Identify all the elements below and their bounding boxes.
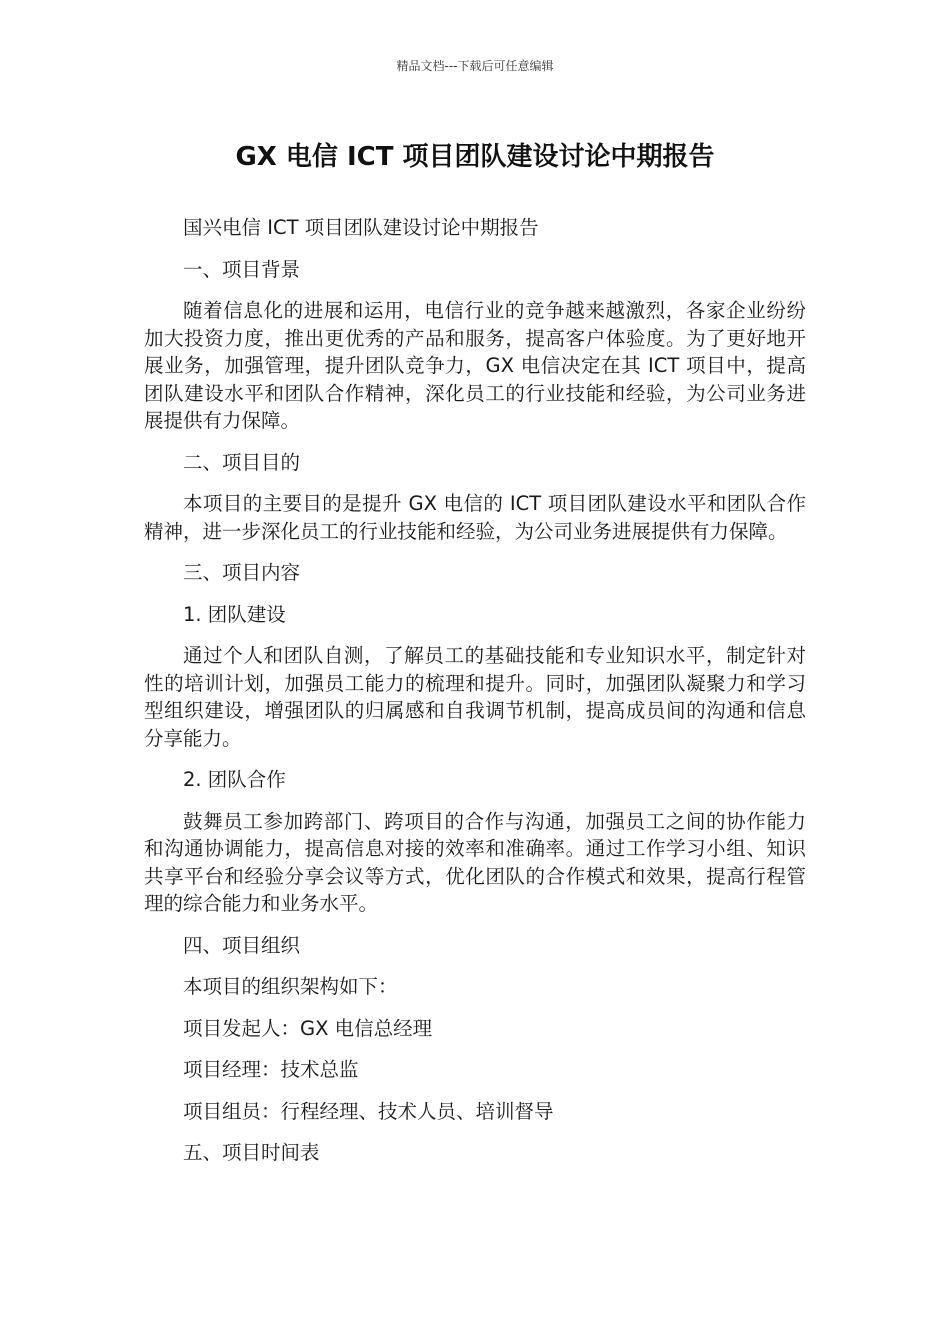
organization-manager: 项目经理：技术总监 [183,1058,359,1081]
document-body [144,214,806,1181]
subheading-team-cooperation: 2. 团队合作 [183,768,286,791]
paragraph-team-cooperation: 鼓舞员工参加跨部门、跨项目的合作与沟通，加强员工之间的协作能力和沟通协调能力，提高信息对接的效率和准确率。通过工作学习小组、知识共享平台和经验分享会议等方式，优化团队的合作模式和效果，提高行程管理的综合能力和业务水平。 [144,809,806,915]
header-note: 精品文档---下载后可任意编辑 [396,59,554,73]
subheading-team-building: 1. 团队建设 [183,602,286,626]
section-heading-organization: 四、项目组织 [183,933,301,957]
paragraph-team-building: 通过个人和团队自测，了解员工的基础技能和专业知识水平，制定针对性的培训计划，加强员工能力的梳理和提升。同时，加强团队凝聚力和学习型组织建设，增强团队的归属感和自我调节机制，提高成员间的沟通和信息分享能力。 [144,644,806,750]
section-heading-content: 三、项目内容 [183,561,301,584]
paragraph-purpose: 本项目的主要目的是提升 GX 电信的 ICT 项目团队建设水平和团队合作精神，进一步深化员工的行业技能和经验，为公司业务进展提供有力保障。 [144,492,806,543]
document-title: GX 电信 ICT 项目团队建设讨论中期报告 [235,142,715,172]
paragraph-background: 随着信息化的进展和运用，电信行业的竞争越来越激烈，各家企业纷纷加大投资力度，推出更优秀的产品和服务，提高客户体验度。为了更好地开展业务，加强管理，提升团队竞争力，GX 电信决定在其 ICT 项目中，提高团队建设水平和团队合作精神，深化员工的行业技能和经验，为公司业务进展提供有力保障。 [144,299,806,432]
organization-members: 项目组员：行程经理、技术人员、培训督导 [183,1099,554,1123]
organization-sponsor: 项目发起人：GX 电信总经理 [183,1016,433,1040]
organization-intro: 本项目的组织架构如下： [183,975,398,998]
section-heading-background: 一、项目背景 [183,257,301,281]
section-heading-timeline: 五、项目时间表 [183,1141,320,1164]
subtitle-line: 国兴电信 ICT 项目团队建设讨论中期报告 [183,216,539,239]
section-heading-purpose: 二、项目目的 [183,450,301,474]
